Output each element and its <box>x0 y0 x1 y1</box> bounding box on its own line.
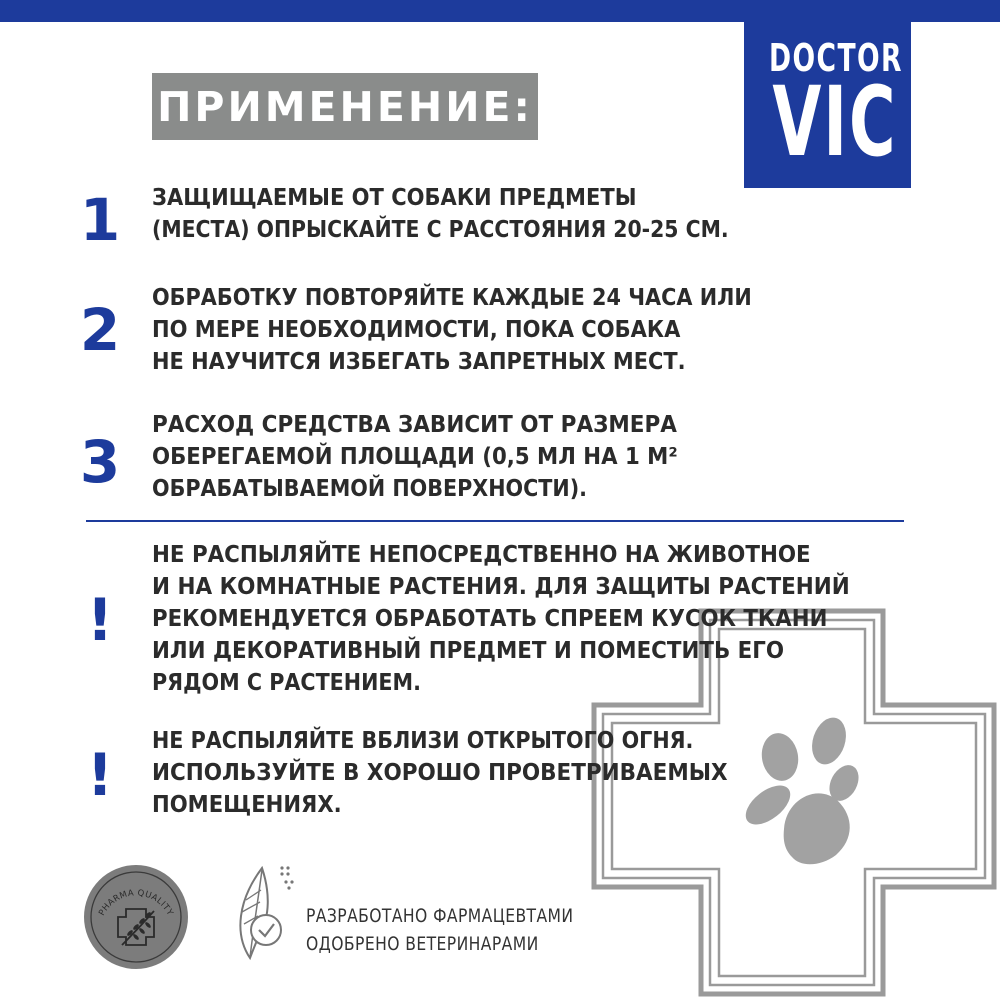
step-text <box>152 281 830 377</box>
text-line: ПО МЕРЕ НЕОБХОДИМОСТИ, ПОКА СОБАКА <box>152 315 681 343</box>
text-line: НЕ РАСПЫЛЯЙТЕ НЕПОСРЕДСТВЕННО НА ЖИВОТНОЕ <box>152 540 811 568</box>
developed-by-pharmacists: РАЗРАБОТАНО ФАРМАЦЕВТАМИ <box>306 905 574 927</box>
developed-approved-caption <box>306 902 632 958</box>
brand-name-line1: DOCTOR <box>769 36 903 80</box>
text-line: ЗАЩИЩАЕМЫЕ ОТ СОБАКИ ПРЕДМЕТЫ <box>152 183 637 211</box>
badge-text: PHARMA QUALITY <box>97 888 175 918</box>
text-line: (МЕСТА) ОПРЫСКАЙТЕ С РАССТОЯНИЯ 20-25 СМ. <box>152 215 729 243</box>
brand-name-line2: VIC <box>772 66 898 178</box>
text-line: ОБРАБАТЫВАЕМОЙ ПОВЕРХНОСТИ). <box>152 474 588 502</box>
step-number: 3 <box>79 428 121 496</box>
text-line: РАСХОД СРЕДСТВА ЗАВИСИТ ОТ РАЗМЕРА <box>152 410 677 438</box>
step-text <box>152 181 816 245</box>
warning-text <box>152 724 781 820</box>
step-number: 1 <box>79 186 121 254</box>
text-line: ИЛИ ДЕКОРАТИВНЫЙ ПРЕДМЕТ И ПОМЕСТИТЬ ЕГО <box>152 636 785 664</box>
section-title: ПРИМЕНЕНИЕ: <box>157 82 533 131</box>
warning-mark: ! <box>86 741 114 809</box>
section-divider <box>86 520 904 522</box>
warning-mark: ! <box>86 586 114 654</box>
text-line: НЕ НАУЧИТСЯ ИЗБЕГАТЬ ЗАПРЕТНЫХ МЕСТ. <box>152 347 686 375</box>
section-title-box <box>152 73 538 140</box>
text-line: ОБРАБОТКУ ПОВТОРЯЙТЕ КАЖДЫЕ 24 ЧАСА ИЛИ <box>152 283 752 311</box>
text-line: РЯДОМ С РАСТЕНИЕМ. <box>152 668 421 696</box>
pharma-quality-badge-icon <box>82 863 190 971</box>
feather-check-icon <box>220 858 300 968</box>
text-line: НЕ РАСПЫЛЯЙТЕ ВБЛИЗИ ОТКРЫТОГО ОГНЯ. <box>152 726 694 754</box>
text-line: РЕКОМЕНДУЕТСЯ ОБРАБОТАТЬ СПРЕЕМ КУСОК ТКАНИ <box>152 604 828 632</box>
approved-by-veterinarians: ОДОБРЕНО ВЕТЕРИНАРАМИ <box>306 933 539 955</box>
top-accent-bar <box>0 0 1000 22</box>
brand-logo <box>744 22 911 188</box>
text-line: ПОМЕЩЕНИЯХ. <box>152 790 342 818</box>
warning-text <box>152 538 915 698</box>
text-line: ИСПОЛЬЗУЙТЕ В ХОРОШО ПРОВЕТРИВАЕМЫХ <box>152 758 728 786</box>
step-text <box>152 408 733 504</box>
text-line: ОБЕРЕГАЕМОЙ ПЛОЩАДИ (0,5 МЛ НА 1 М² <box>152 442 678 470</box>
step-number: 2 <box>79 296 121 364</box>
text-line: И НА КОМНАТНЫЕ РАСТЕНИЯ. ДЛЯ ЗАЩИТЫ РАСТЕНИЙ <box>152 572 850 600</box>
